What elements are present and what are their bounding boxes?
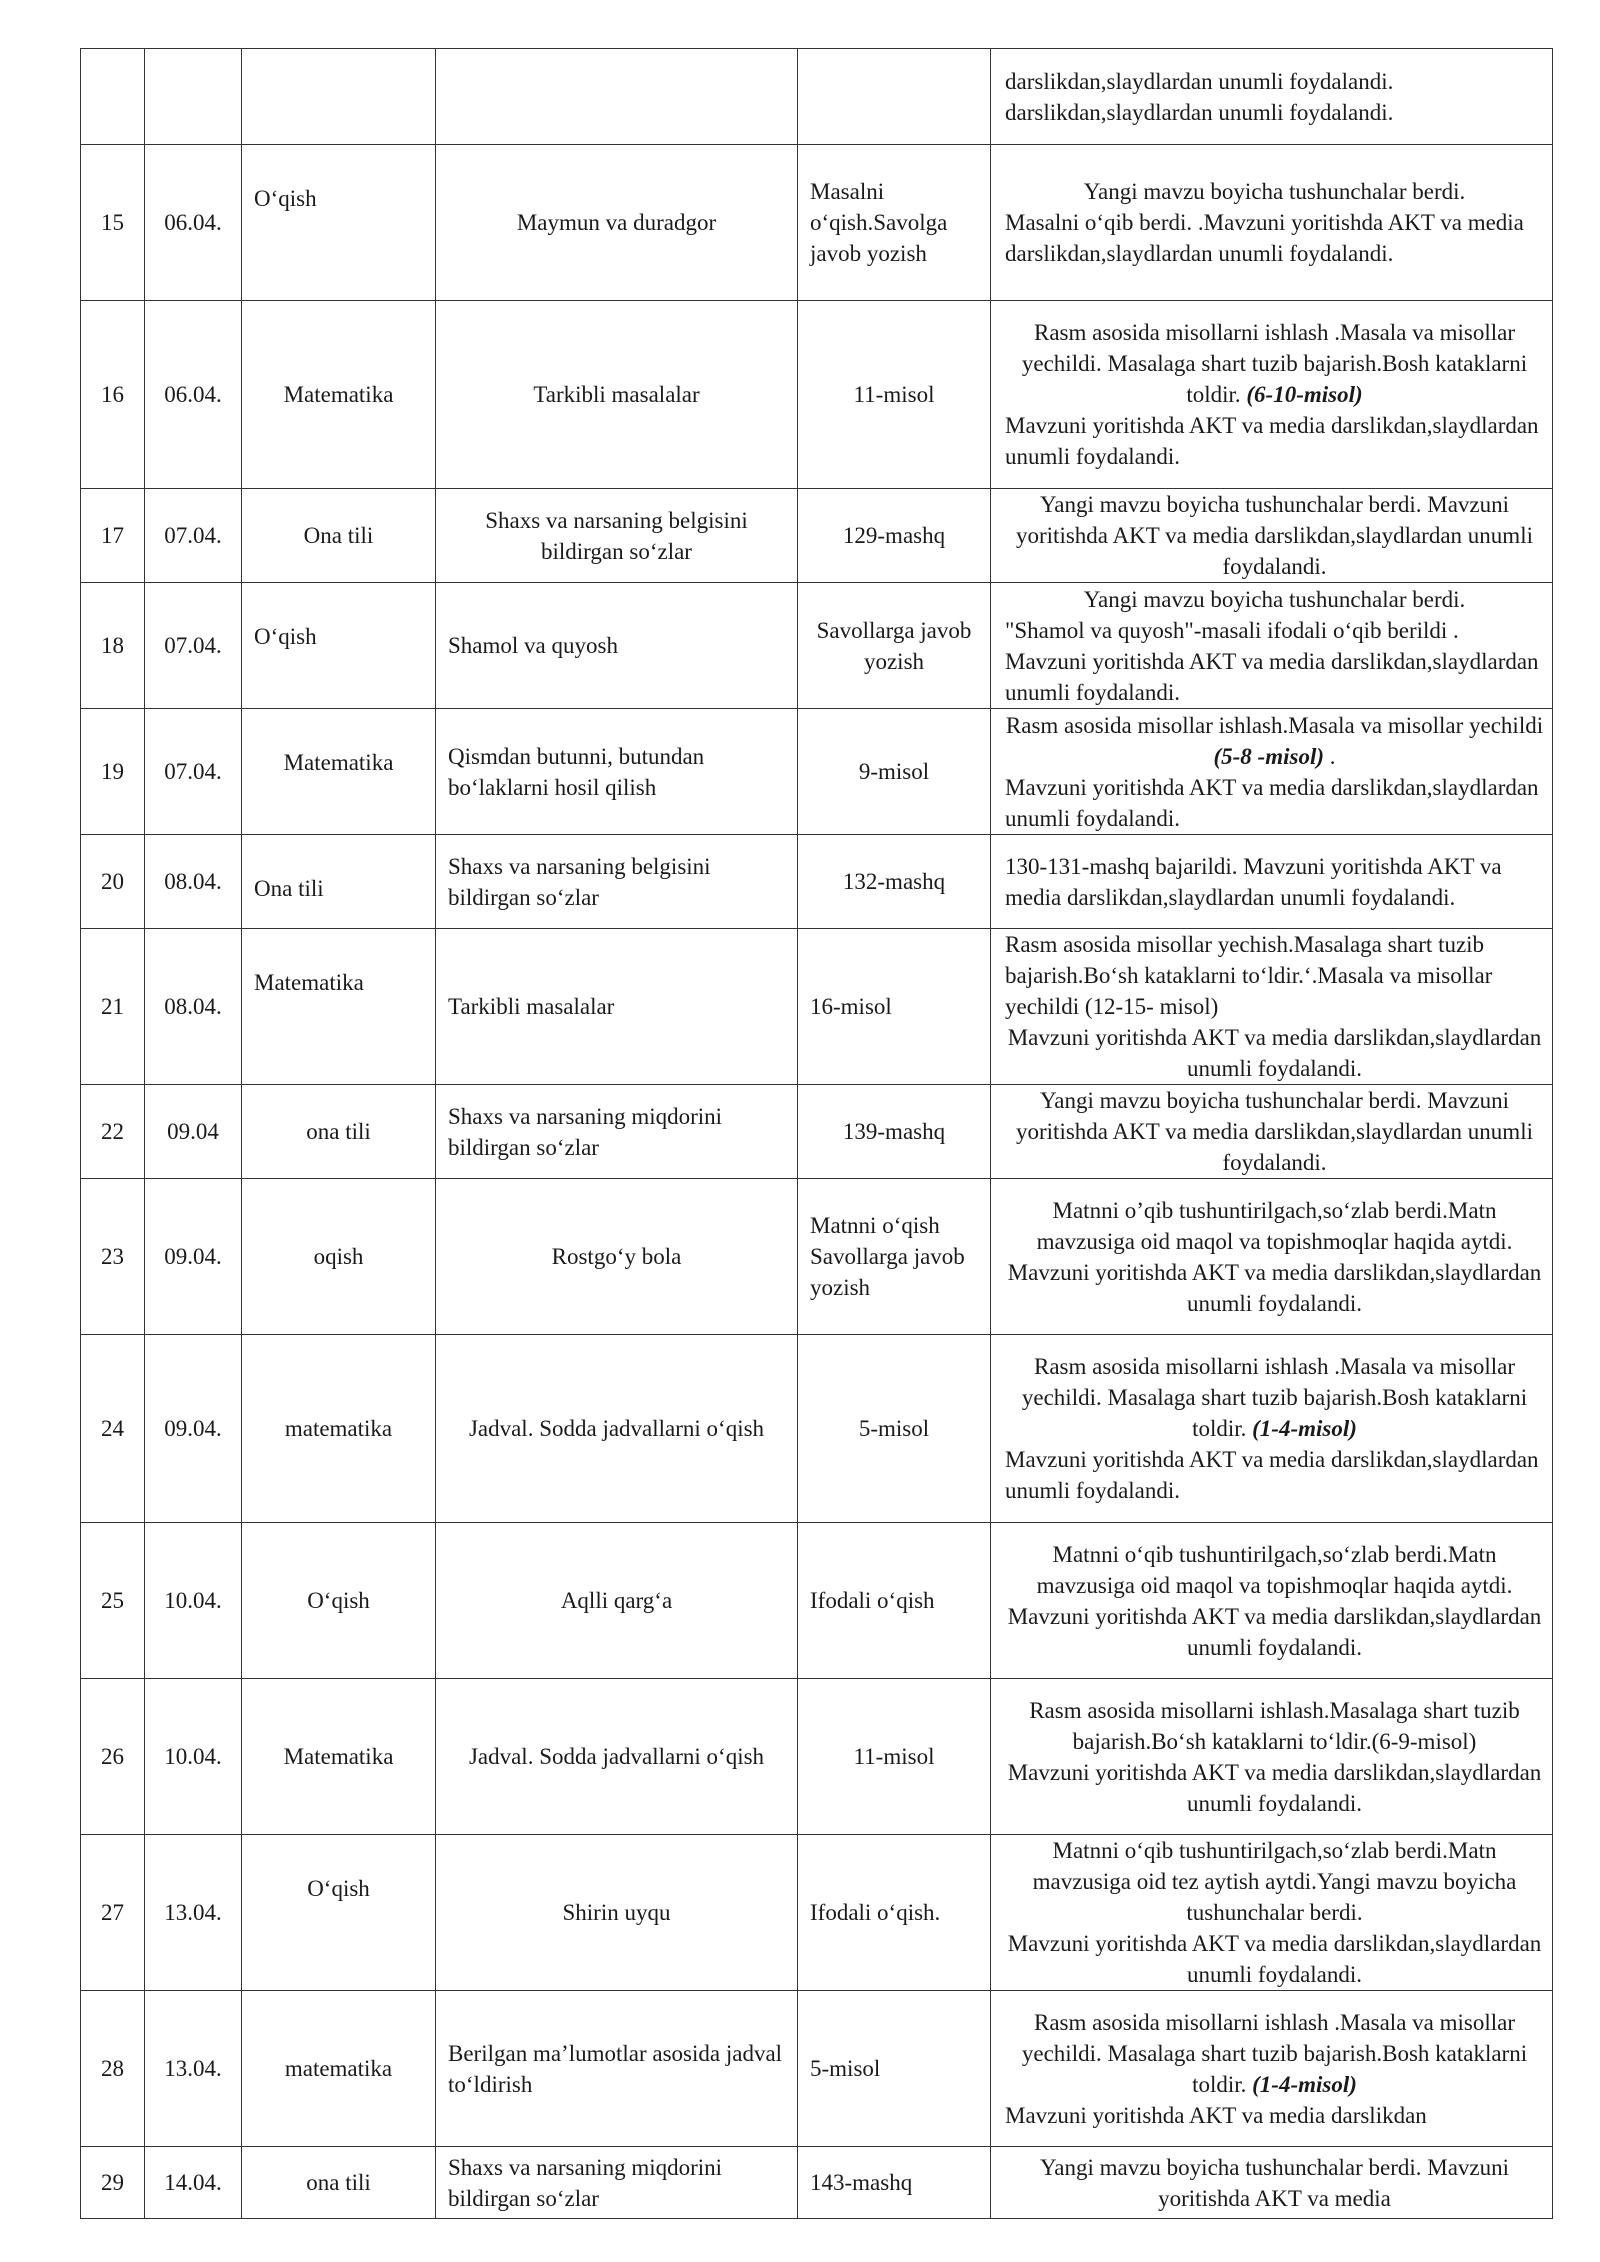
date-cell: 08.04.	[145, 929, 242, 1085]
topic-cell: Shirin uyqu	[436, 1835, 798, 1991]
description-text	[1005, 710, 1544, 772]
description-cell	[991, 1335, 1553, 1523]
description-sentence: Matnni o‘qib tushuntirilgach,so‘zlab berdi.Matn mavzusiga oid maqol va topishmoqlar haqida aytdi.	[1036, 1541, 1513, 1598]
description-sentence: Mavzuni yoritishda AKT va media darslikdan	[1005, 2102, 1427, 2128]
date-cell: 07.04.	[145, 709, 242, 835]
exercise-range: (5-8 -misol)	[1213, 743, 1324, 769]
description-sentence: Mavzuni yoritishda AKT va media darslikdan,slaydlardan unumli foydalandi.	[1007, 1259, 1542, 1316]
table-row	[81, 2147, 1553, 2219]
description-sentence: Yangi mavzu boyicha tushunchalar berdi. Mavzuni yoritishda AKT va media	[1039, 2154, 1510, 2211]
topic-cell: Tarkibli masalalar	[436, 929, 798, 1085]
table-row	[81, 1335, 1553, 1523]
topic-cell: Tarkibli masalalar	[436, 301, 798, 489]
subject-cell: O‘qish	[242, 145, 436, 301]
date-cell: 14.04.	[145, 2147, 242, 2219]
lesson-plan-table	[80, 48, 1553, 2219]
description-text	[1005, 2007, 1544, 2100]
row-number-cell: 21	[81, 929, 145, 1085]
description-text	[1005, 1695, 1544, 1757]
description-sentence: Mavzuni yoritishda AKT va media darslikdan,slaydlardan unumli foydalandi.	[1007, 1025, 1542, 1081]
description-sentence: Rasm asosida misollarni ishlash .Masala va misollar yechildi. Masalaga shart tuzib bajarish.Bosh kataklarni toldir.	[1021, 1354, 1528, 1441]
date-cell: 09.04	[145, 1085, 242, 1179]
homework-cell: 11-misol	[798, 301, 991, 489]
subject-cell: oqish	[242, 1179, 436, 1335]
description-sentence: Mavzuni yoritishda AKT va media darslikdan,slaydlardan unumli foydalandi.	[1007, 1603, 1542, 1660]
row-number-cell: 29	[81, 2147, 145, 2219]
description-sentence: Mavzuni yoritishda AKT va media darslikdan,slaydlardan unumli foydalandi.	[1005, 1447, 1539, 1503]
date-cell: 10.04.	[145, 1679, 242, 1835]
description-text	[1005, 1757, 1544, 1819]
description-sentence: Mavzuni yoritishda AKT va media darslikdan,slaydlardan unumli foydalandi.	[1007, 1759, 1542, 1816]
row-number-cell: 16	[81, 301, 145, 489]
topic-cell: Jadval. Sodda jadvallarni o‘qish	[436, 1679, 798, 1835]
topic-cell: Shaxs va narsaning belgisini bildirgan so‘zlar	[436, 489, 798, 583]
description-cell	[991, 1523, 1553, 1679]
description-cell	[991, 1835, 1553, 1991]
date-cell: 13.04.	[145, 1835, 242, 1991]
table-row	[81, 835, 1553, 929]
subject-cell: ona tili	[242, 2147, 436, 2219]
topic-cell: Jadval. Sodda jadvallarni o‘qish	[436, 1335, 798, 1523]
description-sentence: Rasm asosida misollar ishlash.Masala va misollar yechildi	[1005, 712, 1544, 738]
description-cell	[991, 2147, 1553, 2219]
row-number-cell: 15	[81, 145, 145, 301]
homework-cell: Ifodali o‘qish	[798, 1523, 991, 1679]
homework-cell: Masalni o‘qish.Savolga javob yozish	[798, 145, 991, 301]
subject-cell: Matematika	[242, 929, 436, 1085]
exercise-range: (1-4-misol)	[1252, 2071, 1357, 2097]
subject-cell: Ona tili	[242, 489, 436, 583]
description-text	[1005, 2152, 1544, 2214]
date-cell: 09.04.	[145, 1179, 242, 1335]
row-number-cell: 22	[81, 1085, 145, 1179]
topic-cell: Shaxs va narsaning miqdorini bildirgan so‘zlar	[436, 1085, 798, 1179]
topic-cell: Rostgo‘y bola	[436, 1179, 798, 1335]
description-sentence: darslikdan,slaydlardan unumli foydalandi.	[1005, 68, 1394, 94]
subject-cell: O‘qish	[242, 1835, 436, 1991]
table-row	[81, 929, 1553, 1085]
row-number-cell: 24	[81, 1335, 145, 1523]
description-sentence: Matnni o‘qib tushuntirilgach,so‘zlab berdi.Matn mavzusiga oid tez aytish aytdi.Yangi mavzu boyicha tushunchalar berdi.	[1032, 1838, 1517, 1925]
homework-cell: 9-misol	[798, 709, 991, 835]
description-sentence: Yangi mavzu boyicha tushunchalar berdi. Mavzuni yoritishda AKT va media darslikdan,slaydlardan unumli foydalandi.	[1016, 492, 1533, 579]
description-text	[1005, 772, 1544, 834]
description-sentence: Mavzuni yoritishda AKT va media darslikdan,slaydlardan unumli foydalandi.	[1007, 1931, 1542, 1987]
table-row	[81, 145, 1553, 301]
subject-cell: O‘qish	[242, 583, 436, 709]
row-number-cell: 19	[81, 709, 145, 835]
row-number-cell: 17	[81, 489, 145, 583]
subject-cell: Matematika	[242, 301, 436, 489]
topic-cell: Shamol va quyosh	[436, 583, 798, 709]
homework-cell: Savollarga javob yozish	[798, 583, 991, 709]
table-row	[81, 709, 1553, 835]
description-text	[1005, 1257, 1544, 1319]
description-text	[1005, 1928, 1544, 1990]
description-text	[1005, 66, 1544, 97]
table-row	[81, 583, 1553, 709]
description-text	[1005, 489, 1544, 582]
subject-cell: matematika	[242, 1335, 436, 1523]
description-sentence: 130-131-mashq bajarildi. Mavzuni yoritishda AKT va media darslikdan,slaydlardan unumli foydalandi.	[1005, 853, 1502, 910]
description-cell	[991, 1679, 1553, 1835]
description-text	[1005, 2100, 1544, 2131]
topic-cell: Berilgan ma’lumotlar asosida jadval to‘ldirish	[436, 1991, 798, 2147]
date-cell: 07.04.	[145, 583, 242, 709]
description-sentence: Yangi mavzu boyicha tushunchalar berdi.	[1083, 179, 1466, 204]
subject-cell	[242, 49, 436, 145]
homework-cell: 132-mashq	[798, 835, 991, 929]
description-text	[1005, 1022, 1544, 1084]
table-row	[81, 301, 1553, 489]
description-sentence: Mavzuni yoritishda AKT va media darslikdan,slaydlardan unumli foydalandi.	[1005, 413, 1539, 469]
topic-cell: Shaxs va narsaning belgisini bildirgan so‘zlar	[436, 835, 798, 929]
description-sentence: darslikdan,slaydlardan unumli foydalandi.	[1005, 99, 1394, 125]
row-number-cell: 20	[81, 835, 145, 929]
homework-cell: 129-mashq	[798, 489, 991, 583]
description-sentence: Rasm asosida misollarni ishlash .Masala va misollar yechildi. Masalaga shart tuzib bajarish.Bosh kataklarni toldir.	[1021, 320, 1528, 407]
date-cell: 10.04.	[145, 1523, 242, 1679]
date-cell: 06.04.	[145, 145, 242, 301]
date-cell: 09.04.	[145, 1335, 242, 1523]
date-cell: 07.04.	[145, 489, 242, 583]
description-sentence: Rasm asosida misollarni ishlash .Masala va misollar yechildi. Masalaga shart tuzib bajarish.Bosh kataklarni toldir.	[1021, 2009, 1528, 2097]
subject-cell: matematika	[242, 1991, 436, 2147]
description-sentence: Mavzuni yoritishda AKT va media darslikdan,slaydlardan unumli foydalandi.	[1005, 774, 1539, 831]
exercise-range: (1-4-misol)	[1252, 1416, 1357, 1441]
description-sentence: Rasm asosida misollarni ishlash.Masalaga shart tuzib bajarish.Bo‘sh kataklarni to‘ldir.(6-9-misol)	[1029, 1697, 1520, 1754]
row-number-cell: 26	[81, 1679, 145, 1835]
document-page	[80, 48, 1552, 2219]
description-text	[1005, 1085, 1544, 1178]
table-row	[81, 1523, 1553, 1679]
description-text	[1005, 584, 1544, 615]
description-text	[1005, 1601, 1544, 1663]
date-cell: 08.04.	[145, 835, 242, 929]
description-text	[1005, 615, 1544, 708]
table-row	[81, 1085, 1553, 1179]
description-cell	[991, 145, 1553, 301]
description-text	[1005, 1539, 1544, 1601]
homework-cell: 139-mashq	[798, 1085, 991, 1179]
description-cell	[991, 301, 1553, 489]
table-row	[81, 1835, 1553, 1991]
topic-cell: Aqlli qarg‘a	[436, 1523, 798, 1679]
homework-cell: Ifodali o‘qish.	[798, 1835, 991, 1991]
homework-cell: 5-misol	[798, 1991, 991, 2147]
description-text	[1005, 1351, 1544, 1444]
description-sentence: Rasm asosida misollar yechish.Masalaga shart tuzib bajarish.Bo‘sh kataklarni to‘ldir.‘.Masala va misollar yechildi (12-15- misol)	[1005, 932, 1493, 1019]
row-number-cell: 27	[81, 1835, 145, 1991]
description-text	[1005, 176, 1544, 207]
homework-cell: Matnni o‘qish Savollarga javob yozish	[798, 1179, 991, 1335]
description-text	[1005, 1835, 1544, 1928]
description-cell	[991, 49, 1553, 145]
subject-cell: Ona tili	[242, 835, 436, 929]
description-cell	[991, 1991, 1553, 2147]
description-cell	[991, 489, 1553, 583]
description-tail: .	[1329, 743, 1336, 769]
table-row	[81, 49, 1553, 145]
table-row	[81, 489, 1553, 583]
homework-cell: 143-mashq	[798, 2147, 991, 2219]
subject-cell: O‘qish	[242, 1523, 436, 1679]
homework-cell: 5-misol	[798, 1335, 991, 1523]
description-text	[1005, 207, 1544, 269]
table-row	[81, 1179, 1553, 1335]
subject-cell: ona tili	[242, 1085, 436, 1179]
row-number-cell	[81, 49, 145, 145]
subject-cell: Matematika	[242, 1679, 436, 1835]
row-number-cell: 18	[81, 583, 145, 709]
topic-cell	[436, 49, 798, 145]
description-text	[1005, 410, 1544, 472]
description-text	[1005, 97, 1544, 128]
date-cell: 06.04.	[145, 301, 242, 489]
description-cell	[991, 1179, 1553, 1335]
date-cell	[145, 49, 242, 145]
table-row	[81, 1679, 1553, 1835]
description-cell	[991, 835, 1553, 929]
description-text	[1005, 1195, 1544, 1257]
row-number-cell: 23	[81, 1179, 145, 1335]
topic-cell: Shaxs va narsaning miqdorini bildirgan so‘zlar	[436, 2147, 798, 2219]
description-text	[1005, 317, 1544, 410]
homework-cell: 16-misol	[798, 929, 991, 1085]
exercise-range: (6-10-misol)	[1246, 382, 1363, 407]
row-number-cell: 28	[81, 1991, 145, 2147]
homework-cell: 11-misol	[798, 1679, 991, 1835]
description-cell	[991, 929, 1553, 1085]
description-text	[1005, 929, 1544, 1022]
description-sentence: Yangi mavzu boyicha tushunchalar berdi. Mavzuni yoritishda AKT va media darslikdan,slaydlardan unumli foydalandi.	[1016, 1088, 1533, 1175]
subject-cell: Matematika	[242, 709, 436, 835]
table-row	[81, 1991, 1553, 2147]
row-number-cell: 25	[81, 1523, 145, 1679]
homework-cell	[798, 49, 991, 145]
description-sentence: Matnni o’qib tushuntirilgach,so‘zlab berdi.Matn mavzusiga oid maqol va topishmoqlar haqida aytdi.	[1036, 1197, 1513, 1254]
description-cell	[991, 709, 1553, 835]
description-sentence: Yangi mavzu boyicha tushunchalar berdi.	[1083, 586, 1466, 612]
description-cell	[991, 1085, 1553, 1179]
topic-cell: Maymun va duradgor	[436, 145, 798, 301]
description-text	[1005, 851, 1544, 913]
date-cell: 13.04.	[145, 1991, 242, 2147]
description-sentence: "Shamol va quyosh"-masali ifodali o‘qib berildi . Mavzuni yoritishda AKT va media darslikdan,slaydlardan unumli foydalandi.	[1005, 617, 1539, 705]
description-sentence: Masalni o‘qib berdi. .Mavzuni yoritishda AKT va media darslikdan,slaydlardan unumli foydalandi.	[1005, 210, 1524, 266]
topic-cell: Qismdan butunni, butundan bo‘laklarni hosil qilish	[436, 709, 798, 835]
description-text	[1005, 1444, 1544, 1506]
description-cell	[991, 583, 1553, 709]
